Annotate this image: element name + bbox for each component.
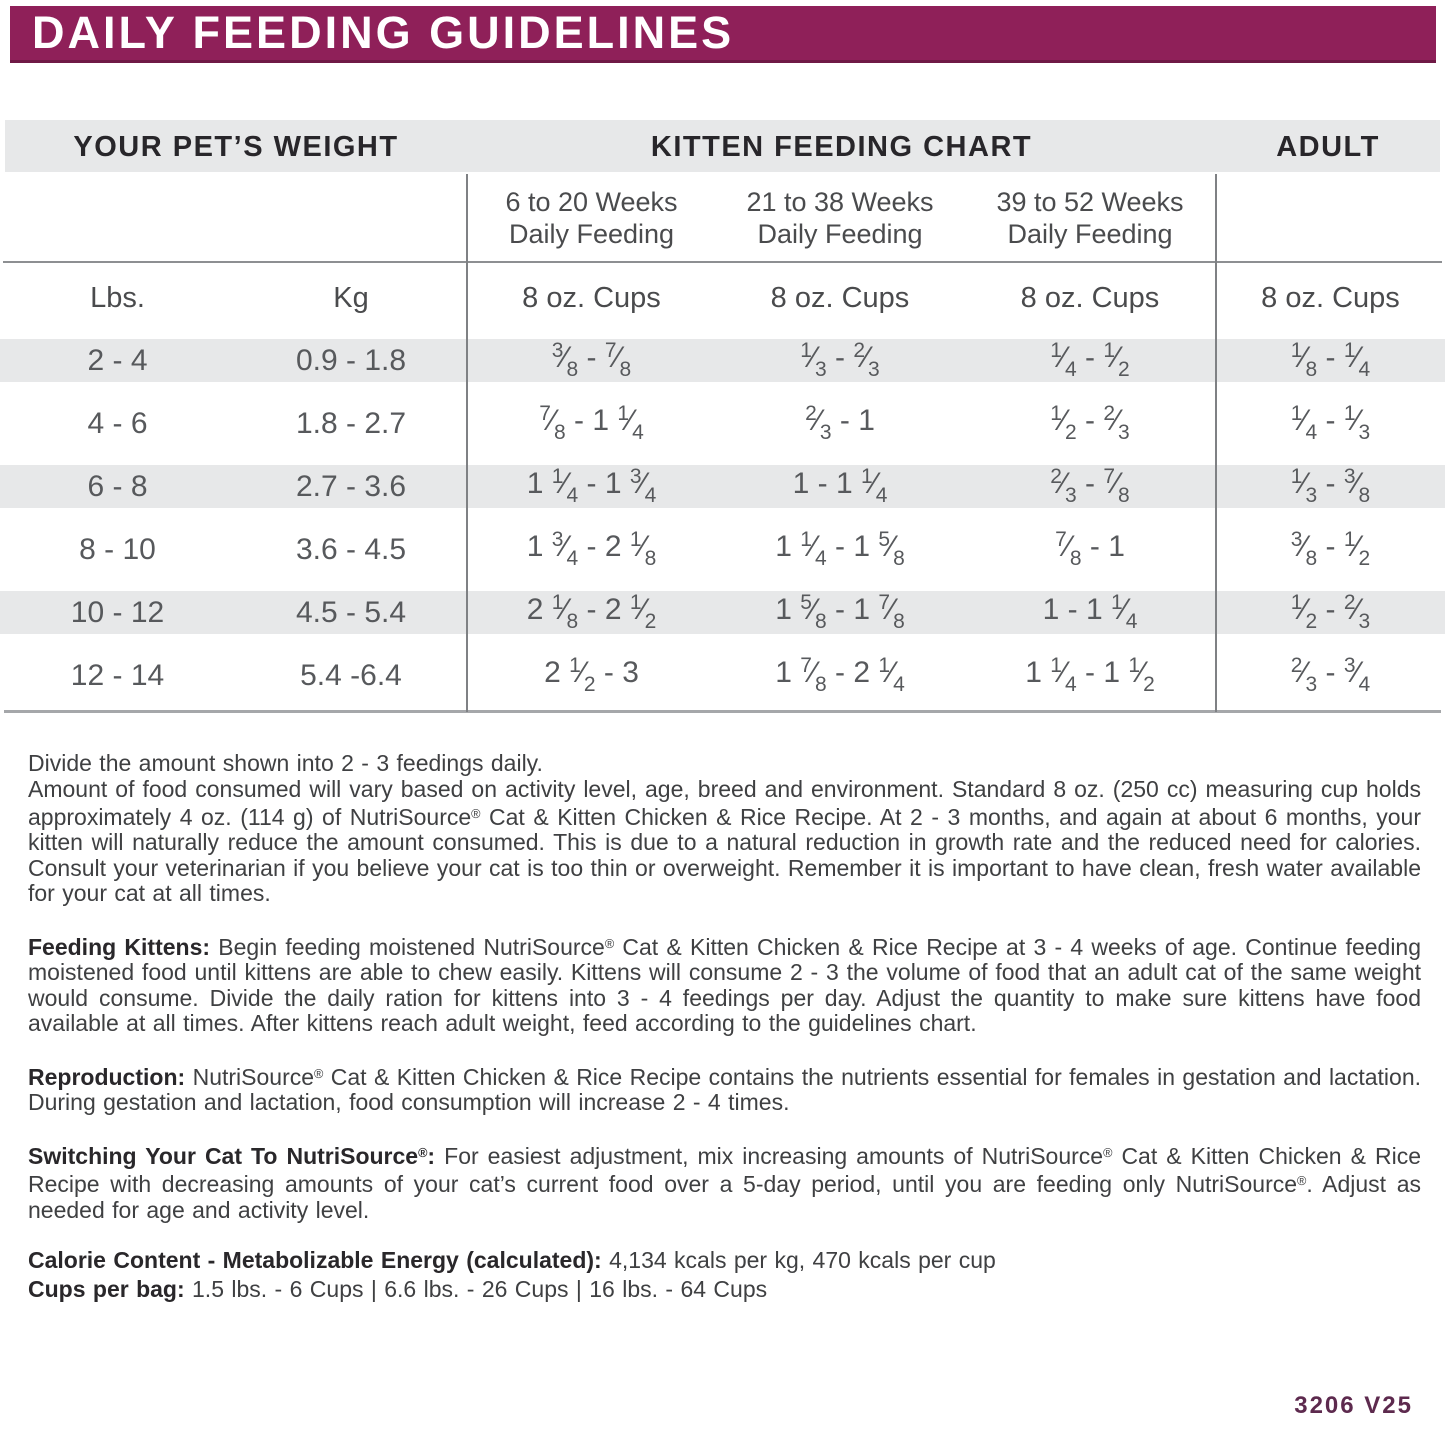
fraction: $^1⁄_4$ <box>1050 654 1077 696</box>
note-body: For easiest adjustment, mix increasing amounts of NutriSource® Cat & Kitten Chicken & Rice Recipe with decreasing amounts of your cat’s current food over a 5-day period, until you are feeding only NutriSource®. Adjust as needed for age and activity level. <box>28 1142 1421 1223</box>
fraction: $^2⁄_3$ <box>1343 591 1371 633</box>
note-heading: Calorie Content - Metabolizable Energy (calculated): <box>28 1247 602 1274</box>
note-lead-line: Divide the amount shown into 2 - 3 feedings daily. <box>28 750 543 776</box>
table-cell: 6 - 8 <box>87 469 148 503</box>
subheader-39-52-weeks <box>964 186 1216 250</box>
table-cell: $^1⁄_8$ - $^1⁄_4$ <box>1290 339 1371 381</box>
table-cell: $^1⁄_3$ - $^2⁄_3$ <box>800 339 880 381</box>
fraction: $^3⁄_8$ <box>1343 465 1371 507</box>
note-body: 4,134 kcals per kg, 470 kcals per cup <box>609 1247 996 1274</box>
notes-section <box>28 751 1421 1305</box>
table-cell: 1 $^1⁄_4 - 1$ $^3⁄_4$ <box>526 465 657 507</box>
table-cell: 1 $^5⁄_8 - 1$ $^7⁄_8$ <box>775 591 905 633</box>
table-cell: 1 - 1 $^1⁄_4$ <box>1042 591 1138 633</box>
document-code: 3206 V25 <box>1294 1392 1413 1419</box>
fraction: $^5⁄_8$ <box>878 528 905 570</box>
table-row <box>0 329 1445 392</box>
fraction: $^7⁄_8$ <box>800 654 827 696</box>
fraction: $^2⁄_3$ <box>805 402 832 444</box>
fraction: $^2⁄_3$ <box>1050 465 1077 507</box>
note-body: Amount of food consumed will vary based on activity level, age, breed and environment. Standard 8 oz. (250 cc) measuring cup holds approximately 4 oz. (114 g) of NutriSource® Cat & Kitten Chicken & Rice Recipe. At 2 - 3 months, and again at about 6 months, your kitten will naturally reduce the amount consumed. This is due to a natural reduction in growth rate and the reduced need for calories. Consult your veterinarian if you believe your cat is too thin or overweight. Remember it is important to have clean, fresh water available for your cat at all times. <box>28 775 1422 907</box>
header-kitten-feeding-chart: KITTEN FEEDING CHART <box>650 131 1033 163</box>
table-cell: 8 - 10 <box>79 532 156 566</box>
fraction: $^1⁄_8$ <box>629 528 657 570</box>
subheader-line1: 6 to 20 Weeks <box>505 187 678 217</box>
table-header-band <box>5 120 1440 172</box>
note-paragraph <box>28 1141 1421 1223</box>
subheader-line1: 21 to 38 Weeks <box>746 187 934 217</box>
note-paragraph <box>28 751 1421 907</box>
note-heading: Feeding Kittens: <box>28 933 211 960</box>
table-cell: 5.4 -6.4 <box>300 658 402 692</box>
table-row <box>0 455 1445 518</box>
header-divider-line <box>3 261 1442 263</box>
table-row <box>0 581 1445 644</box>
table-row <box>0 518 1445 581</box>
fraction: $^1⁄_4$ <box>800 528 827 570</box>
table-cell: $^3⁄_8$ - $^1⁄_2$ <box>1290 528 1371 570</box>
vertical-divider-left <box>466 174 468 712</box>
fraction: $^1⁄_2$ <box>1290 591 1318 633</box>
table-cell: $^3⁄_8$ - $^7⁄_8$ <box>551 339 632 381</box>
age-range-subheaders <box>467 186 1216 250</box>
table-cell: $^1⁄_4$ - $^1⁄_3$ <box>1290 402 1371 444</box>
registered-mark: ® <box>604 936 615 951</box>
note-heading: Switching Your Cat To NutriSource®: <box>28 1142 436 1169</box>
unit-cups-3: 8 oz. Cups <box>1020 282 1160 314</box>
fraction: $^3⁄_8$ <box>1290 528 1318 570</box>
fraction: $^1⁄_4$ <box>1050 339 1077 381</box>
header-your-pets-weight: YOUR PET’S WEIGHT <box>73 131 399 163</box>
note-body: NutriSource® Cat & Kitten Chicken & Rice Recipe contains the nutrients essential for females in gestation and lactation. During gestation and lactation, food consumption will increase 2 - 4 times. <box>28 1063 1422 1116</box>
fraction: $^1⁄_2$ <box>1050 402 1077 444</box>
table-cell: 2 $^1⁄_8 - 2$ $^1⁄_2$ <box>526 591 657 633</box>
unit-cups-1: 8 oz. Cups <box>522 282 661 314</box>
note-paragraph <box>28 932 1421 1037</box>
fraction: $^3⁄_4$ <box>551 528 579 570</box>
fraction: $^1⁄_2$ <box>629 591 657 633</box>
table-cell: 1 $^7⁄_8 - 2$ $^1⁄_4$ <box>775 654 905 696</box>
table-cell: 2.7 - 3.6 <box>295 469 407 503</box>
unit-row <box>0 280 1445 316</box>
table-row <box>0 644 1445 707</box>
table-cell: 1 - 1 $^1⁄_4$ <box>792 465 888 507</box>
fraction: $^1⁄_4$ <box>878 654 905 696</box>
table-cell: 1 $^3⁄_4 - 2$ $^1⁄_8$ <box>526 528 657 570</box>
note-paragraph <box>28 1062 1421 1116</box>
fraction: $^3⁄_8$ <box>551 339 579 381</box>
table-cell: $^1⁄_2$ - $^2⁄_3$ <box>1050 402 1130 444</box>
table-cell: 2 - 4 <box>87 343 148 377</box>
note-paragraph <box>28 1248 1421 1274</box>
fraction: $^1⁄_4$ <box>551 465 579 507</box>
table-row <box>0 392 1445 455</box>
subheader-line2: Daily Feeding <box>508 219 675 249</box>
table-cell: 3.6 - 4.5 <box>295 532 407 566</box>
table-cell: 4.5 - 5.4 <box>295 595 407 629</box>
note-body: 1.5 lbs. - 6 Cups | 6.6 lbs. - 26 Cups | 16 lbs. - 64 Cups <box>192 1275 768 1302</box>
table-cell: 0.9 - 1.8 <box>295 343 407 377</box>
fraction: $^1⁄_4$ <box>1111 591 1138 633</box>
fraction: $^2⁄_3$ <box>1103 402 1130 444</box>
subheader-line1: 39 to 52 Weeks <box>996 187 1184 217</box>
fraction: $^1⁄_8$ <box>1290 339 1318 381</box>
fraction: $^5⁄_8$ <box>800 591 827 633</box>
table-cell: $^2⁄_3$ - $^3⁄_4$ <box>1290 654 1371 696</box>
unit-kg: Kg <box>333 282 369 314</box>
registered-mark: ® <box>471 807 481 821</box>
table-cell: 12 - 14 <box>70 658 165 692</box>
fraction: $^1⁄_3$ <box>1343 402 1371 444</box>
fraction: $^2⁄_3$ <box>853 339 880 381</box>
note-body: Begin feeding moistened NutriSource® Cat & Kitten Chicken & Rice Recipe at 3 - 4 weeks of age. Continue feeding moistened food until kittens are able to chew easily. Kittens will consume 2 - 3 the volume of food that an adult cat of the same weight would consume. Divide the daily ration for kittens into 3 - 4 feedings per day. Adjust the quantity to make sure kittens have food available at all times. After kittens reach adult weight, feed according to the guidelines chart. <box>28 933 1422 1037</box>
title-bar <box>10 6 1436 63</box>
fraction: $^2⁄_3$ <box>1290 654 1318 696</box>
table-cell: 1.8 - 2.7 <box>295 406 407 440</box>
vertical-divider-right <box>1215 174 1217 712</box>
table-cell: $^1⁄_3$ - $^3⁄_8$ <box>1290 465 1371 507</box>
registered-mark: ® <box>1103 1145 1113 1160</box>
table-cell: 10 - 12 <box>70 595 165 629</box>
fraction: $^1⁄_3$ <box>1290 465 1318 507</box>
subheader-line2: Daily Feeding <box>1007 219 1173 249</box>
fraction: $^1⁄_4$ <box>1290 402 1318 444</box>
table-cell: $^2⁄_3$ - $^7⁄_8$ <box>1050 465 1130 507</box>
fraction: $^1⁄_2$ <box>1343 528 1371 570</box>
fraction: $^7⁄_8$ <box>604 339 632 381</box>
fraction: $^3⁄_4$ <box>629 465 657 507</box>
fraction: $^1⁄_3$ <box>800 339 827 381</box>
fraction: $^1⁄_8$ <box>551 591 579 633</box>
fraction: $^1⁄_4$ <box>1343 339 1371 381</box>
registered-mark: ® <box>1297 1174 1307 1189</box>
table-cell: 2 $^1⁄_2 - 3$ <box>544 654 639 696</box>
fraction: $^1⁄_2$ <box>1103 339 1130 381</box>
subheader-line2: Daily Feeding <box>757 219 923 249</box>
registered-mark: ® <box>314 1066 324 1081</box>
table-cell: $^7⁄_8 - 1$ <box>1055 528 1125 570</box>
subheader-6-20-weeks <box>467 186 716 250</box>
fraction: $^1⁄_2$ <box>1128 654 1155 696</box>
unit-cups-2: 8 oz. Cups <box>770 282 910 314</box>
table-cell: 1 $^1⁄_4 - 1$ $^1⁄_2$ <box>1025 654 1155 696</box>
page-title: DAILY FEEDING GUIDELINES <box>32 7 735 58</box>
registered-mark: ® <box>418 1145 428 1160</box>
table-cell: $^1⁄_2$ - $^2⁄_3$ <box>1290 591 1371 633</box>
fraction: $^1⁄_4$ <box>617 402 644 444</box>
table-cell: $^7⁄_8 - 1$ $^1⁄_4$ <box>539 402 644 444</box>
note-heading: Cups per bag: <box>28 1275 185 1302</box>
fraction: $^7⁄_8$ <box>539 402 566 444</box>
unit-cups-adult: 8 oz. Cups <box>1261 282 1400 314</box>
table-body <box>0 329 1445 707</box>
note-heading: Reproduction: <box>28 1063 186 1090</box>
fraction: $^7⁄_8$ <box>1055 528 1082 570</box>
subheader-21-38-weeks <box>716 186 964 250</box>
fraction: $^7⁄_8$ <box>1103 465 1130 507</box>
table-cell: $^2⁄_3 - 1$ <box>805 402 875 444</box>
note-paragraph <box>28 1277 1421 1303</box>
fraction: $^3⁄_4$ <box>1343 654 1371 696</box>
table-cell: 4 - 6 <box>87 406 148 440</box>
table-cell: 1 $^1⁄_4 - 1$ $^5⁄_8$ <box>775 528 905 570</box>
table-cell: $^1⁄_4$ - $^1⁄_2$ <box>1050 339 1130 381</box>
fraction: $^1⁄_2$ <box>569 654 596 696</box>
unit-lbs: Lbs. <box>90 282 145 314</box>
fraction: $^1⁄_4$ <box>861 465 888 507</box>
fraction: $^7⁄_8$ <box>878 591 905 633</box>
header-adult: ADULT <box>1276 131 1380 163</box>
table-bottom-line <box>4 710 1441 713</box>
